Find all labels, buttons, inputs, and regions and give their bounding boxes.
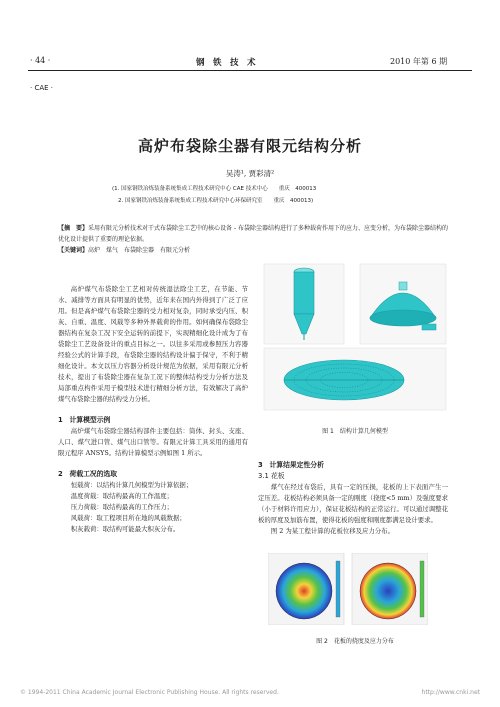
load-item: 风载荷：取工程项目所在地的风载数据； [70, 514, 186, 522]
stress-plot-illustration [268, 553, 428, 625]
keywords-text: 高炉 煤气 布袋除尘器 有限元分析 [88, 247, 191, 254]
article-authors: 吴涛¹, 贾彩清² [225, 169, 275, 178]
abstract-block [58, 223, 452, 256]
tubeplate-model [264, 348, 446, 410]
figure1-caption: 图 1 结构计算几何模型 [322, 428, 388, 435]
keywords-label: 【关键词】 [58, 247, 89, 254]
journal-name: 钢 铁 技 术 [196, 58, 256, 68]
affiliation-2: 2. 国家钢铁冶炼装备系统集成工程技术研究中心环保研究室 重庆 400013) [118, 198, 314, 204]
header-rule [28, 70, 472, 71]
displacement-plot [268, 553, 344, 625]
section3-heading: 3 计算结果定性分析 [258, 461, 324, 469]
page-footer [20, 689, 480, 696]
left-column [58, 284, 248, 535]
intro-paragraph: 高炉煤气布袋除尘工艺相对传统湿法除尘工艺，在节能、节水、减排等方面具有明显的优势，近年来在国内外得到了广泛了应用。但是高炉煤气布袋除尘器的受力相对复杂，同时承受内压、积灰、自重、温度、风载等多种外界载荷的作用。如何确保布袋除尘器结构在复杂工况下安全运转的前提下，实现精细化设计成为了布袋除尘工艺设备设计的重点目标之一。以往多采用或参照压力容器经验公式的计算手段，布袋除尘器的结构设计偏于保守，不利于精细化设计。本文以压力容器分析设计规范为依据，采用有限元分析技术，提出了布袋除尘器在复杂工况下的整体结构受力分析方法及局部重点构件采用子模型技术进行精细分析方法，有效解决了高炉煤气布袋除尘器的结构受力分析。 [58, 285, 248, 403]
load-item: 压力荷载：取结构最高的工作压力； [70, 503, 174, 511]
load-item: 温度荷载：取结构最高的工作温度； [70, 492, 174, 500]
load-item: 积灰载荷：取结构可能最大积灰分布。 [70, 525, 180, 533]
abstract-text: 采用有限元分析技术对干式布袋除尘工艺中的核心设备 - 布袋除尘器结构进行了多种载荷作用下的应力、应变分析，为布袋除尘器结构的优化设计提供了重要的理论依据。 [58, 225, 448, 243]
column-label: · CAE · [30, 84, 53, 92]
section31-heading: 3.1 花板 [258, 472, 285, 480]
section1-heading: 1 计算模型示例 [58, 416, 111, 424]
issue-label: 2010 年第 6 期 [390, 57, 448, 66]
stress-plot [352, 553, 428, 625]
figure2-images [268, 553, 428, 625]
copyright-text: © 1994-2011 China Academic Journal Electronic Publishing House. All rights reserved. [20, 689, 279, 696]
figure1-images [262, 262, 448, 412]
section2-heading: 2 荷载工况的选取 [58, 470, 118, 478]
section1-text: 高炉煤气布袋除尘器结构部件主要包括：筒体、封头、支座、人口、煤气进口管、煤气出口管等。有限元计算工具采用的通用有限元程序 ANSYS。结构计算模型示例如图 1 所示。 [58, 427, 248, 457]
dome-model [360, 264, 446, 344]
right-column [258, 460, 448, 537]
fem-model-illustration [262, 262, 448, 412]
footer-url: http://www.cnki.net [421, 689, 480, 696]
load-item: 恒载荷：以结构计算几何模型为计算依据； [70, 481, 193, 489]
figure2-caption: 图 2 花板的挠度及应力分布 [316, 638, 394, 645]
cylinder-model [264, 264, 344, 344]
section3-figure-ref: 图 2 为某工程计算的花板位移及应力分布。 [270, 527, 394, 535]
page-number: · 44 · [30, 56, 51, 65]
section3-text: 煤气在经过布袋后，具有一定的压损，花板的上下表面产生一定压差。花板结构必须具备一定的刚度（挠度<5 mm）及强度要求（小于材料许用应力），保证花板结构的正常运行。可以通过调整花板的厚度及加筋布置，使得花板的强度和刚度都满足设计要求。 [258, 483, 448, 524]
affiliation-1: (1. 国家钢铁冶炼装备系统集成工程技术研究中心 CAE 技术中心 重庆 400013 [112, 186, 317, 192]
abstract-label: 【摘 要】 [58, 225, 89, 232]
article-title: 高炉布袋除尘器有限元结构分析 [137, 137, 362, 155]
